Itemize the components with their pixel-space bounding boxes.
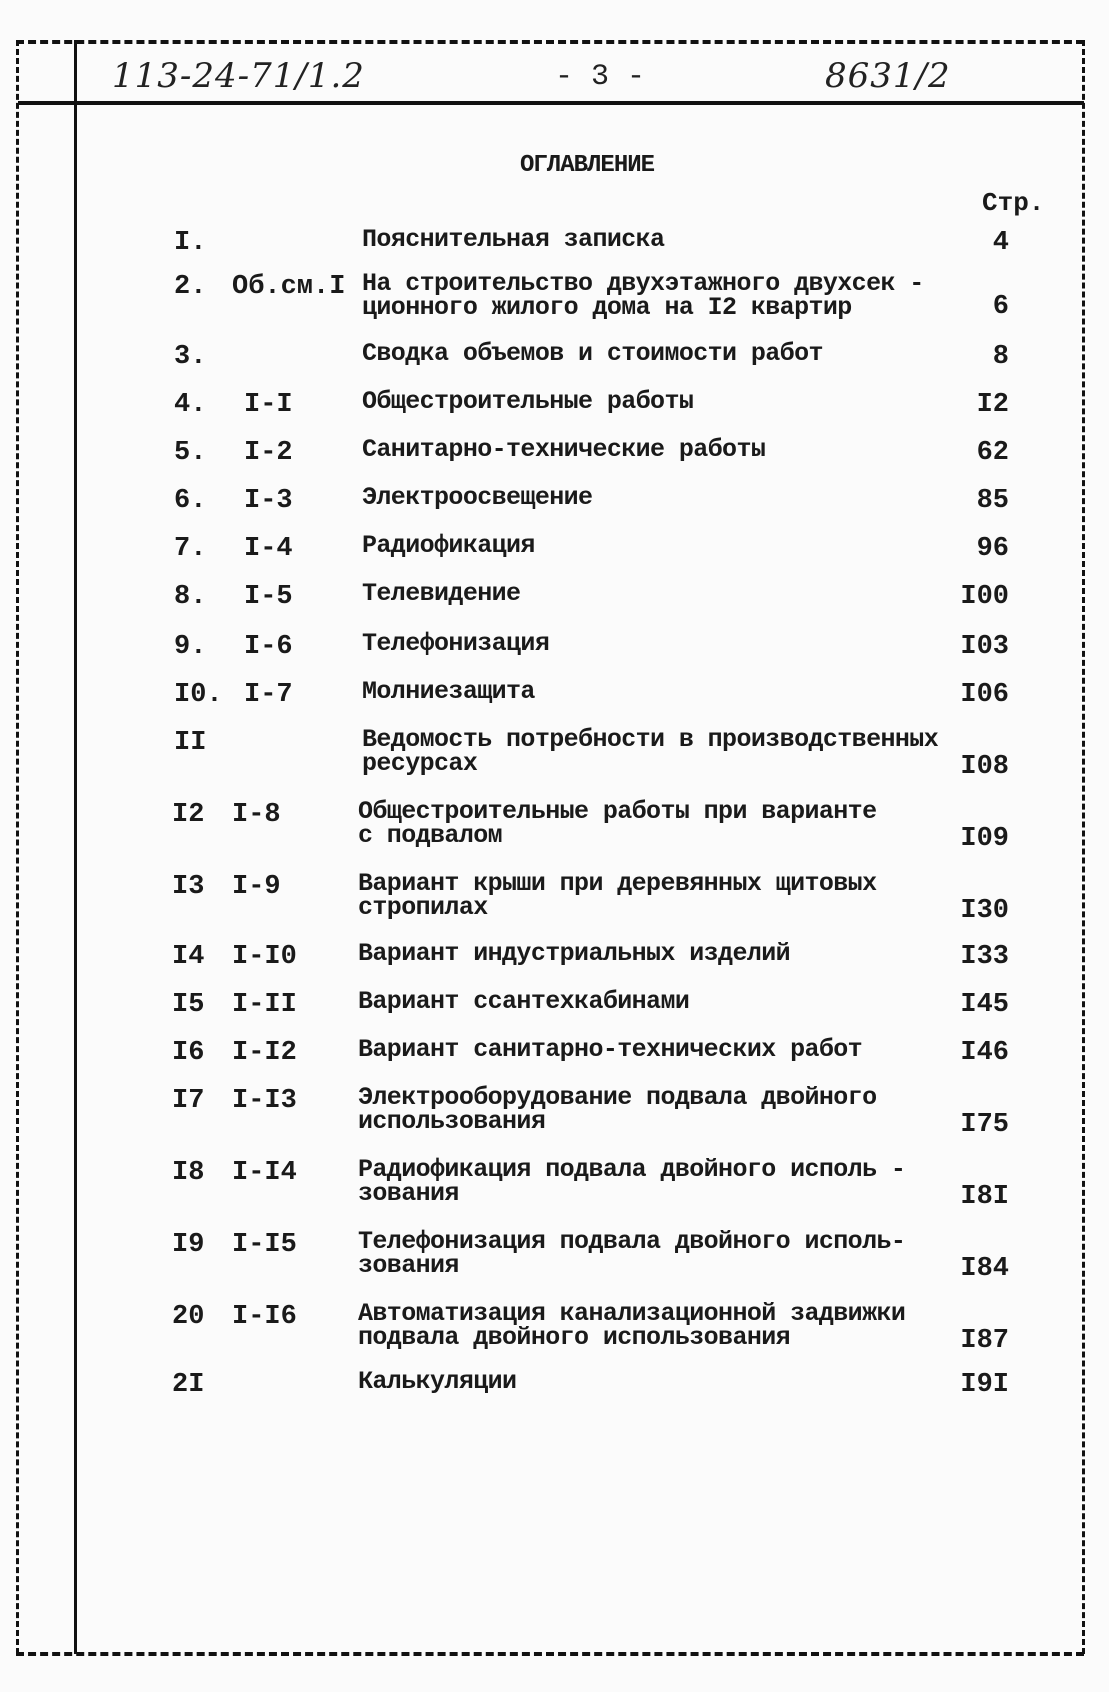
entry-code: I-I3 bbox=[232, 1086, 297, 1116]
entry-number: I. bbox=[174, 228, 207, 258]
entry-code: I-9 bbox=[232, 872, 281, 902]
entry-number: I8 bbox=[172, 1158, 205, 1188]
entry-title-line: ресурсах bbox=[362, 749, 478, 778]
entry-code: I-6 bbox=[244, 632, 293, 662]
entry-title bbox=[362, 483, 962, 512]
entry-number: 6. bbox=[174, 486, 207, 516]
entry-code: I-I0 bbox=[232, 942, 297, 972]
entry-title-line: Радиофикация подвала двойного исполь - bbox=[358, 1155, 906, 1184]
entry-code: I-3 bbox=[244, 486, 293, 516]
entry-number: II bbox=[174, 728, 207, 758]
entry-title bbox=[362, 435, 962, 464]
entry-page: I33 bbox=[960, 942, 1009, 972]
entry-title-line: На строительство двухэтажного двухсек - bbox=[362, 269, 924, 298]
entry-number: I3 bbox=[172, 872, 205, 902]
entry-title bbox=[358, 1155, 958, 1208]
entry-title bbox=[362, 387, 962, 416]
entry-title bbox=[358, 1035, 958, 1064]
entry-page: I75 bbox=[960, 1110, 1009, 1140]
entry-title-line: Вариант ссантехкабинами bbox=[358, 987, 690, 1016]
entry-number: I9 bbox=[172, 1230, 205, 1260]
entry-code: I-7 bbox=[244, 680, 293, 710]
entry-page: I2 bbox=[976, 390, 1009, 420]
entry-number: I6 bbox=[172, 1038, 205, 1068]
entry-title bbox=[362, 725, 962, 778]
entry-code: I-II bbox=[232, 990, 297, 1020]
entry-title-line: подвала двойного использования bbox=[358, 1323, 791, 1352]
entry-title-line: Общестроительные работы bbox=[362, 387, 694, 416]
entry-title bbox=[362, 339, 962, 368]
entry-title-line: с подвалом bbox=[358, 821, 503, 850]
entry-page: I87 bbox=[960, 1326, 1009, 1356]
entry-number: 2I bbox=[172, 1370, 205, 1400]
entry-page: I06 bbox=[960, 680, 1009, 710]
entry-number: 8. bbox=[174, 582, 207, 612]
entry-number: I0. bbox=[174, 680, 223, 710]
entry-title-line: зования bbox=[358, 1179, 459, 1208]
entry-title-line: Молниезащита bbox=[362, 677, 535, 706]
entry-page: 85 bbox=[976, 486, 1009, 516]
entry-code: Об.см.I bbox=[232, 272, 346, 302]
entry-title bbox=[362, 677, 962, 706]
entry-title-line: стропилах bbox=[358, 893, 488, 922]
entry-title bbox=[362, 531, 962, 560]
entry-page: I9I bbox=[960, 1370, 1009, 1400]
entry-code: I-I5 bbox=[232, 1230, 297, 1260]
entry-title-line: Электрооборудование подвала двойного bbox=[358, 1083, 877, 1112]
entry-code: I-I6 bbox=[232, 1302, 297, 1332]
page-number: - 3 - bbox=[555, 60, 646, 94]
entry-title-line: Электроосвещение bbox=[362, 483, 593, 512]
entry-number: 2. bbox=[174, 272, 207, 302]
entry-title-line: Общестроительные работы при варианте bbox=[358, 797, 877, 826]
entry-page: 4 bbox=[992, 228, 1009, 258]
entry-title-line: Калькуляции bbox=[358, 1367, 517, 1396]
entry-title bbox=[362, 629, 962, 658]
entry-title-line: Вариант индустриальных изделий bbox=[358, 939, 791, 968]
entry-title bbox=[358, 1299, 958, 1352]
entry-title-line: Телефонизация подвала двойного исполь- bbox=[358, 1227, 906, 1256]
entry-number: 7. bbox=[174, 534, 207, 564]
entry-number: 3. bbox=[174, 342, 207, 372]
entry-page: I84 bbox=[960, 1254, 1009, 1284]
entry-number: 9. bbox=[174, 632, 207, 662]
entry-page: I8I bbox=[960, 1182, 1009, 1212]
document-code: 113-24-71/1.2 bbox=[112, 56, 365, 96]
entry-page: I09 bbox=[960, 824, 1009, 854]
registration-number: 8631/2 bbox=[825, 56, 951, 96]
entry-code: I-I4 bbox=[232, 1158, 297, 1188]
entry-title-line: Сводка объемов и стоимости работ bbox=[362, 339, 823, 368]
entry-title-line: Автоматизация канализационной задвижки bbox=[358, 1299, 906, 1328]
entry-code: I-8 bbox=[232, 800, 281, 830]
entry-page: I08 bbox=[960, 752, 1009, 782]
entry-title-line: использования bbox=[358, 1107, 546, 1136]
entry-page: I00 bbox=[960, 582, 1009, 612]
entry-title bbox=[358, 1227, 958, 1280]
entry-title bbox=[362, 225, 962, 254]
entry-number: 4. bbox=[174, 390, 207, 420]
entry-title bbox=[358, 1083, 958, 1136]
entry-title bbox=[358, 797, 958, 850]
entry-number: 5. bbox=[174, 438, 207, 468]
entry-page: 6 bbox=[992, 292, 1009, 322]
entry-title-line: ционного жилого дома на I2 квартир bbox=[362, 293, 852, 322]
entry-code: I-4 bbox=[244, 534, 293, 564]
entry-title-line: Вариант санитарно-технических работ bbox=[358, 1035, 863, 1064]
entry-title-line: Телевидение bbox=[362, 579, 521, 608]
page-title: ОГЛАВЛЕНИЕ bbox=[520, 152, 655, 179]
entry-title bbox=[358, 1367, 958, 1396]
entry-title bbox=[358, 869, 958, 922]
entry-title-line: Вариант крыши при деревянных щитовых bbox=[358, 869, 877, 898]
entry-page: I46 bbox=[960, 1038, 1009, 1068]
entry-number: I5 bbox=[172, 990, 205, 1020]
entry-title-line: Радиофикация bbox=[362, 531, 535, 560]
entry-title-line: Телефонизация bbox=[362, 629, 550, 658]
entry-title bbox=[358, 987, 958, 1016]
entry-number: I7 bbox=[172, 1086, 205, 1116]
entry-title-line: Пояснительная записка bbox=[362, 225, 665, 254]
entry-number: I2 bbox=[172, 800, 205, 830]
entry-page: I45 bbox=[960, 990, 1009, 1020]
entry-number: I4 bbox=[172, 942, 205, 972]
entry-code: I-I bbox=[244, 390, 293, 420]
entry-page: 62 bbox=[976, 438, 1009, 468]
entry-title bbox=[362, 579, 962, 608]
entry-title-line: Санитарно-технические работы bbox=[362, 435, 766, 464]
entry-number: 20 bbox=[172, 1302, 205, 1332]
entry-title-line: Ведомость потребности в производственных bbox=[362, 725, 939, 754]
entry-code: I-I2 bbox=[232, 1038, 297, 1068]
entry-code: I-5 bbox=[244, 582, 293, 612]
entry-title bbox=[358, 939, 958, 968]
entry-title bbox=[362, 269, 962, 322]
entry-page: I30 bbox=[960, 896, 1009, 926]
entry-title-line: зования bbox=[358, 1251, 459, 1280]
entry-page: 8 bbox=[992, 342, 1009, 372]
entry-page: 96 bbox=[976, 534, 1009, 564]
page-column-label: Стр. bbox=[982, 188, 1045, 218]
entry-page: I03 bbox=[960, 632, 1009, 662]
entry-code: I-2 bbox=[244, 438, 293, 468]
